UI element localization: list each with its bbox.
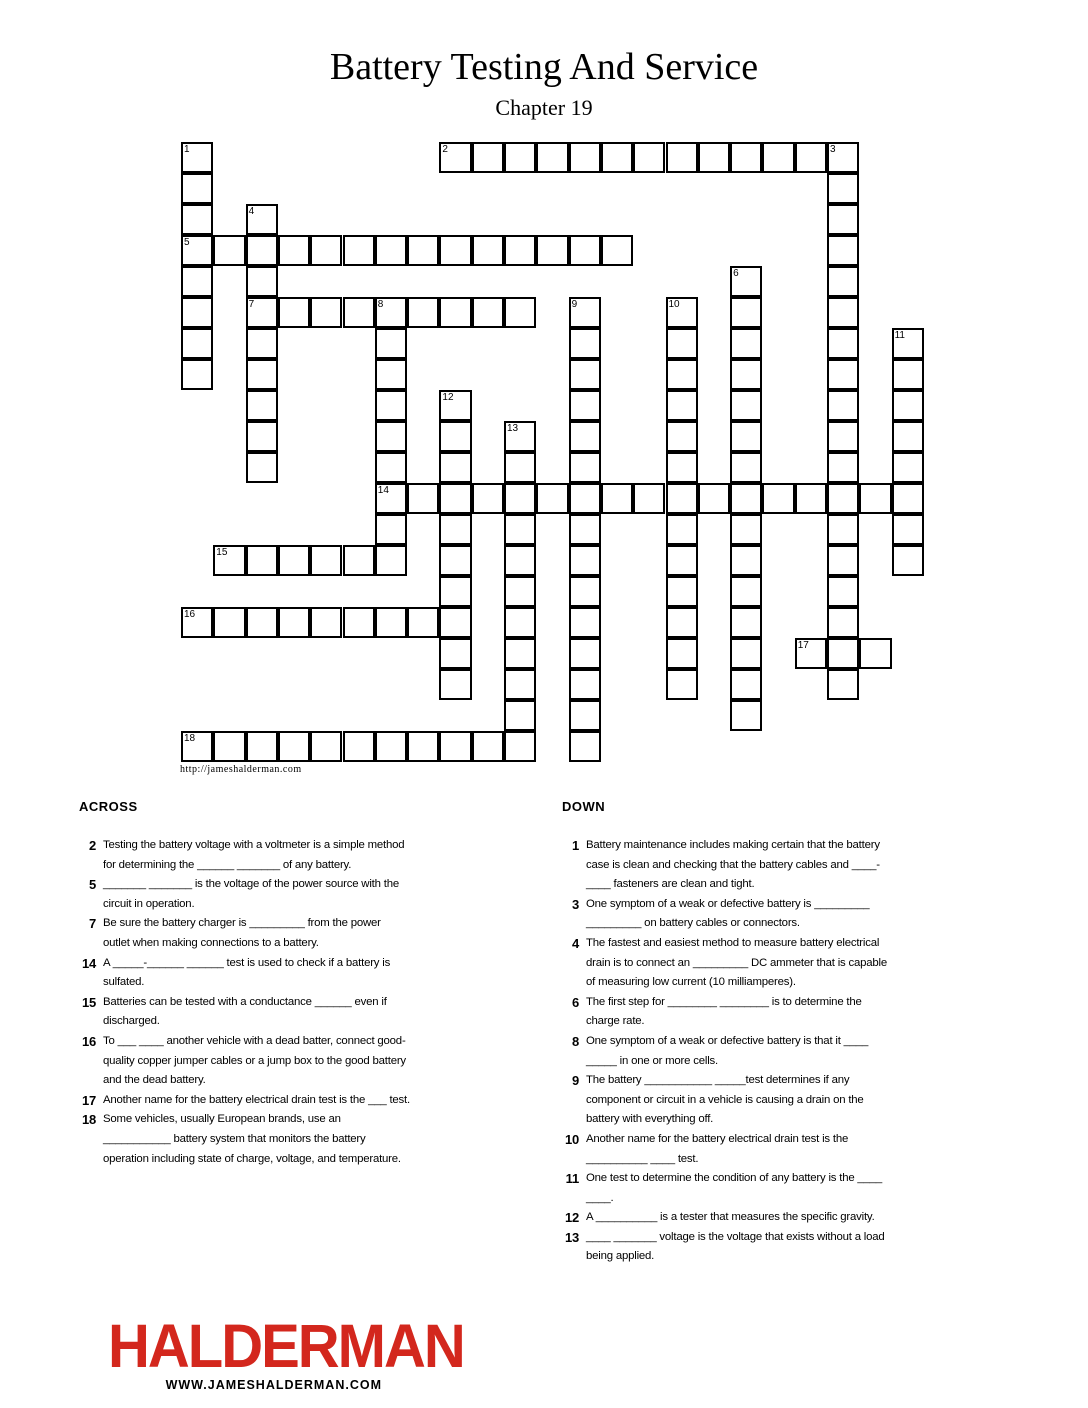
grid-cell[interactable] (504, 235, 536, 266)
grid-cell[interactable] (343, 731, 375, 762)
grid-cell[interactable] (892, 421, 924, 452)
grid-cell[interactable] (472, 142, 504, 173)
grid-cell[interactable] (375, 483, 407, 514)
grid-cell[interactable] (375, 452, 407, 483)
grid-cell[interactable] (892, 328, 924, 359)
grid-cell[interactable] (827, 669, 859, 700)
grid-cell[interactable] (310, 235, 342, 266)
clue-number: 2 (88, 838, 96, 853)
grid-cell[interactable] (666, 142, 698, 173)
grid-cell[interactable] (213, 235, 245, 266)
grid-cell[interactable] (569, 669, 601, 700)
clue-text: Some vehicles, usually European brands, use an ___________ battery system that monitors the battery operation including state of charge, voltage, and temperature. (103, 1113, 401, 1165)
grid-cell[interactable] (504, 514, 536, 545)
across-clue (80, 1110, 410, 1169)
grid-cell[interactable] (310, 545, 342, 576)
grid-cell[interactable] (892, 359, 924, 390)
clue-number: 8 (571, 1033, 579, 1049)
grid-cell[interactable] (827, 173, 859, 204)
grid-cell[interactable] (569, 235, 601, 266)
grid-cell[interactable] (181, 731, 213, 762)
grid-cell[interactable] (246, 731, 278, 762)
grid-cell[interactable] (439, 731, 471, 762)
grid-cell[interactable] (181, 266, 213, 297)
grid-cell[interactable] (375, 235, 407, 266)
grid-cell[interactable] (730, 390, 762, 421)
grid-cell[interactable] (569, 390, 601, 421)
grid-cell[interactable] (246, 452, 278, 483)
grid-cell[interactable] (246, 421, 278, 452)
grid-cell[interactable] (213, 607, 245, 638)
grid-cell[interactable] (795, 142, 827, 173)
across-clue (80, 914, 410, 953)
grid-cell[interactable] (569, 452, 601, 483)
grid-cell[interactable] (375, 390, 407, 421)
clue-text: Another name for the battery electrical drain test is the __________ ____ test. (586, 1132, 849, 1165)
clue-text: To ___ ____ another vehicle with a dead batter, connect good-quality copper jumper cables or a jump box to the good battery and the dead battery. (103, 1034, 406, 1087)
across-clue (80, 1032, 410, 1091)
grid-cell[interactable] (795, 638, 827, 669)
grid-cell[interactable] (181, 607, 213, 638)
brand-name: HALDERMAN (108, 1312, 464, 1381)
grid-cell[interactable] (181, 142, 213, 173)
grid-cell[interactable] (569, 483, 601, 514)
clue-text: One test to determine the condition of any battery is the ____ ____. (586, 1172, 882, 1204)
down-heading: DOWN (562, 799, 606, 814)
grid-cell[interactable] (504, 297, 536, 328)
grid-cell[interactable] (375, 607, 407, 638)
grid-cell[interactable] (181, 235, 213, 266)
across-clue (80, 1091, 410, 1111)
grid-cell[interactable] (439, 607, 471, 638)
down-clue-list (563, 836, 893, 1267)
clue-text: Be sure the battery charger is _________ from the power outlet when making connections to a battery. (103, 917, 381, 949)
grid-cell[interactable] (698, 142, 730, 173)
grid-cell[interactable] (827, 452, 859, 483)
clue-number: 9 (571, 299, 578, 310)
clue-number: 5 (184, 237, 190, 248)
clue-number: 9 (571, 1073, 579, 1089)
grid-cell[interactable] (504, 669, 536, 700)
grid-cell[interactable] (892, 514, 924, 545)
grid-cell[interactable] (827, 328, 859, 359)
grid-cell[interactable] (666, 669, 698, 700)
clue-text: The first step for ________ ________ is to determine the charge rate. (586, 995, 862, 1028)
clue-number: 2 (442, 144, 448, 155)
clue-text: _______ _______ is the voltage of the power source with the circuit in operation. (103, 878, 399, 910)
grid-cell[interactable] (343, 297, 375, 328)
grid-cell[interactable] (827, 545, 859, 576)
grid-cell[interactable] (375, 328, 407, 359)
grid-cell[interactable] (730, 142, 762, 173)
clue-number: 1 (184, 144, 190, 155)
grid-cell[interactable] (439, 421, 471, 452)
grid-cell[interactable] (666, 421, 698, 452)
grid-cell[interactable] (762, 483, 794, 514)
grid-cell[interactable] (569, 700, 601, 731)
grid-cell[interactable] (569, 545, 601, 576)
clue-text: Another name for the battery electrical drain test is the ___ test. (103, 1093, 410, 1106)
grid-cell[interactable] (827, 359, 859, 390)
grid-cell[interactable] (827, 483, 859, 514)
grid-cell[interactable] (827, 142, 859, 173)
clue-number: 18 (81, 1112, 96, 1128)
grid-cell[interactable] (504, 421, 536, 452)
grid-cell[interactable] (278, 235, 310, 266)
clue-number: 14 (81, 955, 96, 971)
grid-cell[interactable] (569, 514, 601, 545)
grid-cell[interactable] (439, 235, 471, 266)
grid-cell[interactable] (730, 669, 762, 700)
grid-cell[interactable] (666, 390, 698, 421)
grid-cell[interactable] (569, 421, 601, 452)
grid-cell[interactable] (246, 297, 278, 328)
down-clue (563, 1228, 893, 1267)
grid-cell[interactable] (504, 731, 536, 762)
clue-text: One symptom of a weak or defective battery is _________ _________ on battery cables or connectors. (586, 897, 870, 930)
grid-cell[interactable] (181, 173, 213, 204)
brand-url: WWW.JAMESHALDERMAN.COM (165, 1378, 382, 1392)
grid-cell[interactable] (569, 638, 601, 669)
grid-cell[interactable] (181, 359, 213, 390)
grid-cell[interactable] (472, 297, 504, 328)
grid-cell[interactable] (827, 576, 859, 607)
clue-number: 16 (81, 1033, 96, 1049)
grid-cell[interactable] (181, 297, 213, 328)
grid-cell[interactable] (666, 576, 698, 607)
page-title: Battery Testing And Service (329, 46, 759, 88)
across-clue (80, 993, 410, 1032)
grid-cell[interactable] (375, 359, 407, 390)
clue-number: 6 (571, 994, 579, 1010)
clue-number: 5 (88, 877, 96, 893)
grid-cell[interactable] (439, 545, 471, 576)
grid-cell[interactable] (892, 390, 924, 421)
down-clue (563, 1130, 893, 1169)
grid-cell[interactable] (730, 607, 762, 638)
grid-cell[interactable] (569, 576, 601, 607)
clue-number: 16 (184, 609, 196, 620)
grid-cell[interactable] (569, 142, 601, 173)
grid-cell[interactable] (666, 483, 698, 514)
grid-cell[interactable] (181, 204, 213, 235)
grid-cell[interactable] (536, 142, 568, 173)
clue-text: Testing the battery voltage with a voltmeter is a simple method for determining the ______ _______ of any battery. (103, 839, 405, 871)
grid-cell[interactable] (666, 607, 698, 638)
clue-text: A __________ is a tester that measures the specific gravity. (586, 1211, 875, 1224)
clue-number: 12 (442, 392, 454, 403)
grid-cell[interactable] (569, 731, 601, 762)
grid-cell[interactable] (278, 297, 310, 328)
grid-cell[interactable] (666, 545, 698, 576)
clue-text: One symptom of a weak or defective battery is that it ____ _____ in one or more cells. (586, 1034, 869, 1067)
grid-cell[interactable] (439, 390, 471, 421)
grid-cell[interactable] (827, 204, 859, 235)
grid-cell[interactable] (246, 545, 278, 576)
grid-cell[interactable] (439, 142, 471, 173)
grid-cell[interactable] (730, 421, 762, 452)
grid-cell[interactable] (730, 576, 762, 607)
clue-number: 13 (507, 423, 519, 434)
grid-cell[interactable] (278, 607, 310, 638)
grid-cell[interactable] (569, 607, 601, 638)
clue-number: 15 (216, 547, 228, 558)
down-clue (563, 895, 893, 934)
grid-cell[interactable] (730, 266, 762, 297)
clue-number: 18 (184, 733, 196, 744)
grid-cell[interactable] (892, 483, 924, 514)
grid-cell[interactable] (730, 452, 762, 483)
clue-number: 12 (564, 1210, 579, 1226)
grid-cell[interactable] (504, 576, 536, 607)
grid-cell[interactable] (569, 359, 601, 390)
grid-cell[interactable] (730, 700, 762, 731)
grid-cell[interactable] (892, 545, 924, 576)
grid-cell[interactable] (601, 142, 633, 173)
grid-cell[interactable] (407, 731, 439, 762)
clue-number: 1 (571, 838, 579, 853)
grid-cell[interactable] (633, 483, 665, 514)
grid-cell[interactable] (633, 142, 665, 173)
clue-text: The fastest and easiest method to measure battery electrical drain is to connect an _________ DC ammeter that is capable of measuring low current (10 milliamperes). (586, 936, 887, 989)
grid-cell[interactable] (730, 514, 762, 545)
grid-cell[interactable] (827, 297, 859, 328)
down-clue (563, 1208, 893, 1228)
grid-cell[interactable] (569, 328, 601, 359)
grid-cell[interactable] (601, 235, 633, 266)
across-heading: ACROSS (79, 799, 138, 814)
grid-cell[interactable] (504, 142, 536, 173)
grid-cell[interactable] (730, 545, 762, 576)
grid-cell[interactable] (375, 297, 407, 328)
grid-cell[interactable] (827, 607, 859, 638)
grid-cell[interactable] (246, 204, 278, 235)
grid-cell[interactable] (278, 731, 310, 762)
clue-number: 6 (733, 268, 739, 279)
grid-cell[interactable] (439, 452, 471, 483)
grid-cell[interactable] (504, 545, 536, 576)
grid-cell[interactable] (730, 328, 762, 359)
grid-cell[interactable] (536, 235, 568, 266)
clue-number: 7 (248, 299, 255, 310)
grid-cell[interactable] (246, 266, 278, 297)
grid-cell[interactable] (439, 669, 471, 700)
grid-cell[interactable] (213, 545, 245, 576)
grid-cell[interactable] (827, 266, 859, 297)
grid-cell[interactable] (246, 390, 278, 421)
grid-cell[interactable] (407, 483, 439, 514)
across-clue-list (80, 836, 410, 1169)
clue-number: 3 (571, 896, 579, 912)
grid-cell[interactable] (892, 452, 924, 483)
across-clue (80, 954, 410, 993)
clue-number: 10 (668, 299, 680, 310)
grid-cell[interactable] (666, 297, 698, 328)
grid-cell[interactable] (504, 452, 536, 483)
grid-cell[interactable] (246, 607, 278, 638)
grid-cell[interactable] (407, 235, 439, 266)
grid-cell[interactable] (213, 731, 245, 762)
grid-cell[interactable] (827, 390, 859, 421)
clue-number: 7 (88, 916, 96, 932)
grid-cell[interactable] (666, 328, 698, 359)
down-clue (563, 836, 893, 895)
clue-number: 11 (894, 330, 905, 341)
clue-text: Batteries can be tested with a conductance ______ even if discharged. (103, 995, 387, 1028)
grid-cell[interactable] (278, 545, 310, 576)
clue-text: ____ _______ voltage is the voltage that exists without a load being applied. (586, 1230, 885, 1263)
grid-cell[interactable] (407, 607, 439, 638)
clue-text: The battery ___________ _____test determines if any component or circuit in a vehicle is causing a drain on the battery with everything off. (586, 1074, 864, 1126)
grid-cell[interactable] (310, 607, 342, 638)
grid-cell[interactable] (310, 731, 342, 762)
grid-cell[interactable] (827, 514, 859, 545)
grid-cell[interactable] (827, 638, 859, 669)
clue-number: 3 (830, 144, 836, 155)
grid-cell[interactable] (666, 514, 698, 545)
grid-cell[interactable] (762, 142, 794, 173)
grid-cell[interactable] (439, 483, 471, 514)
down-clue (563, 1032, 893, 1071)
down-clue (563, 1071, 893, 1130)
grid-cell[interactable] (246, 328, 278, 359)
clue-text: A _____-______ ______ test is used to check if a battery is sulfated. (103, 956, 391, 989)
grid-cell[interactable] (795, 483, 827, 514)
grid-cell[interactable] (343, 545, 375, 576)
grid-cell[interactable] (666, 638, 698, 669)
grid-cell[interactable] (536, 483, 568, 514)
grid-cell[interactable] (472, 483, 504, 514)
page-subtitle: Chapter 19 (495, 95, 593, 120)
clue-number: 15 (81, 994, 96, 1010)
grid-cell[interactable] (504, 638, 536, 669)
grid-cell[interactable] (181, 328, 213, 359)
clue-number: 13 (564, 1229, 579, 1245)
grid-cell[interactable] (569, 297, 601, 328)
grid-cell[interactable] (439, 297, 471, 328)
clue-number: 17 (797, 640, 809, 651)
grid-cell[interactable] (730, 638, 762, 669)
across-clue (80, 836, 410, 875)
grid-cell[interactable] (504, 483, 536, 514)
grid-cell[interactable] (504, 700, 536, 731)
grid-cell[interactable] (439, 576, 471, 607)
grid-cell[interactable] (504, 607, 536, 638)
grid-cell[interactable] (343, 235, 375, 266)
grid-cell[interactable] (439, 514, 471, 545)
grid-cell[interactable] (730, 297, 762, 328)
halderman-logo (108, 1312, 464, 1392)
clue-number: 8 (377, 299, 384, 310)
clue-text: Battery maintenance includes making certain that the battery case is clean and checking that the battery cables and ____-____ fasteners are clean and tight. (586, 839, 880, 891)
across-clue (80, 875, 410, 914)
grid-cell[interactable] (698, 483, 730, 514)
grid-cell[interactable] (859, 638, 891, 669)
grid-cell[interactable] (666, 452, 698, 483)
grid-cell[interactable] (730, 483, 762, 514)
clue-number: 14 (377, 485, 389, 496)
grid-cell[interactable] (375, 731, 407, 762)
grid-cell[interactable] (375, 545, 407, 576)
grid-cell[interactable] (246, 359, 278, 390)
down-clue (563, 934, 893, 993)
grid-cell[interactable] (859, 483, 891, 514)
grid-cell[interactable] (827, 421, 859, 452)
down-clue (563, 1169, 893, 1208)
grid-cell[interactable] (246, 235, 278, 266)
grid-cell[interactable] (343, 607, 375, 638)
down-clue (563, 993, 893, 1032)
clue-number: 10 (564, 1131, 579, 1147)
grid-cell[interactable] (472, 731, 504, 762)
grid-cell[interactable] (472, 235, 504, 266)
grid-cell[interactable] (666, 359, 698, 390)
grid-cell[interactable] (407, 297, 439, 328)
clue-number: 11 (565, 1171, 579, 1187)
grid-cell[interactable] (375, 421, 407, 452)
clue-number: 4 (571, 935, 579, 951)
grid-cell[interactable] (601, 483, 633, 514)
grid-cell[interactable] (310, 297, 342, 328)
grid-cell[interactable] (730, 359, 762, 390)
site-url: http://jameshalderman.com (180, 764, 302, 775)
clue-number: 4 (248, 206, 255, 217)
grid-cell[interactable] (439, 638, 471, 669)
grid-cell[interactable] (375, 514, 407, 545)
grid-cell[interactable] (827, 235, 859, 266)
clue-number: 17 (81, 1092, 96, 1108)
